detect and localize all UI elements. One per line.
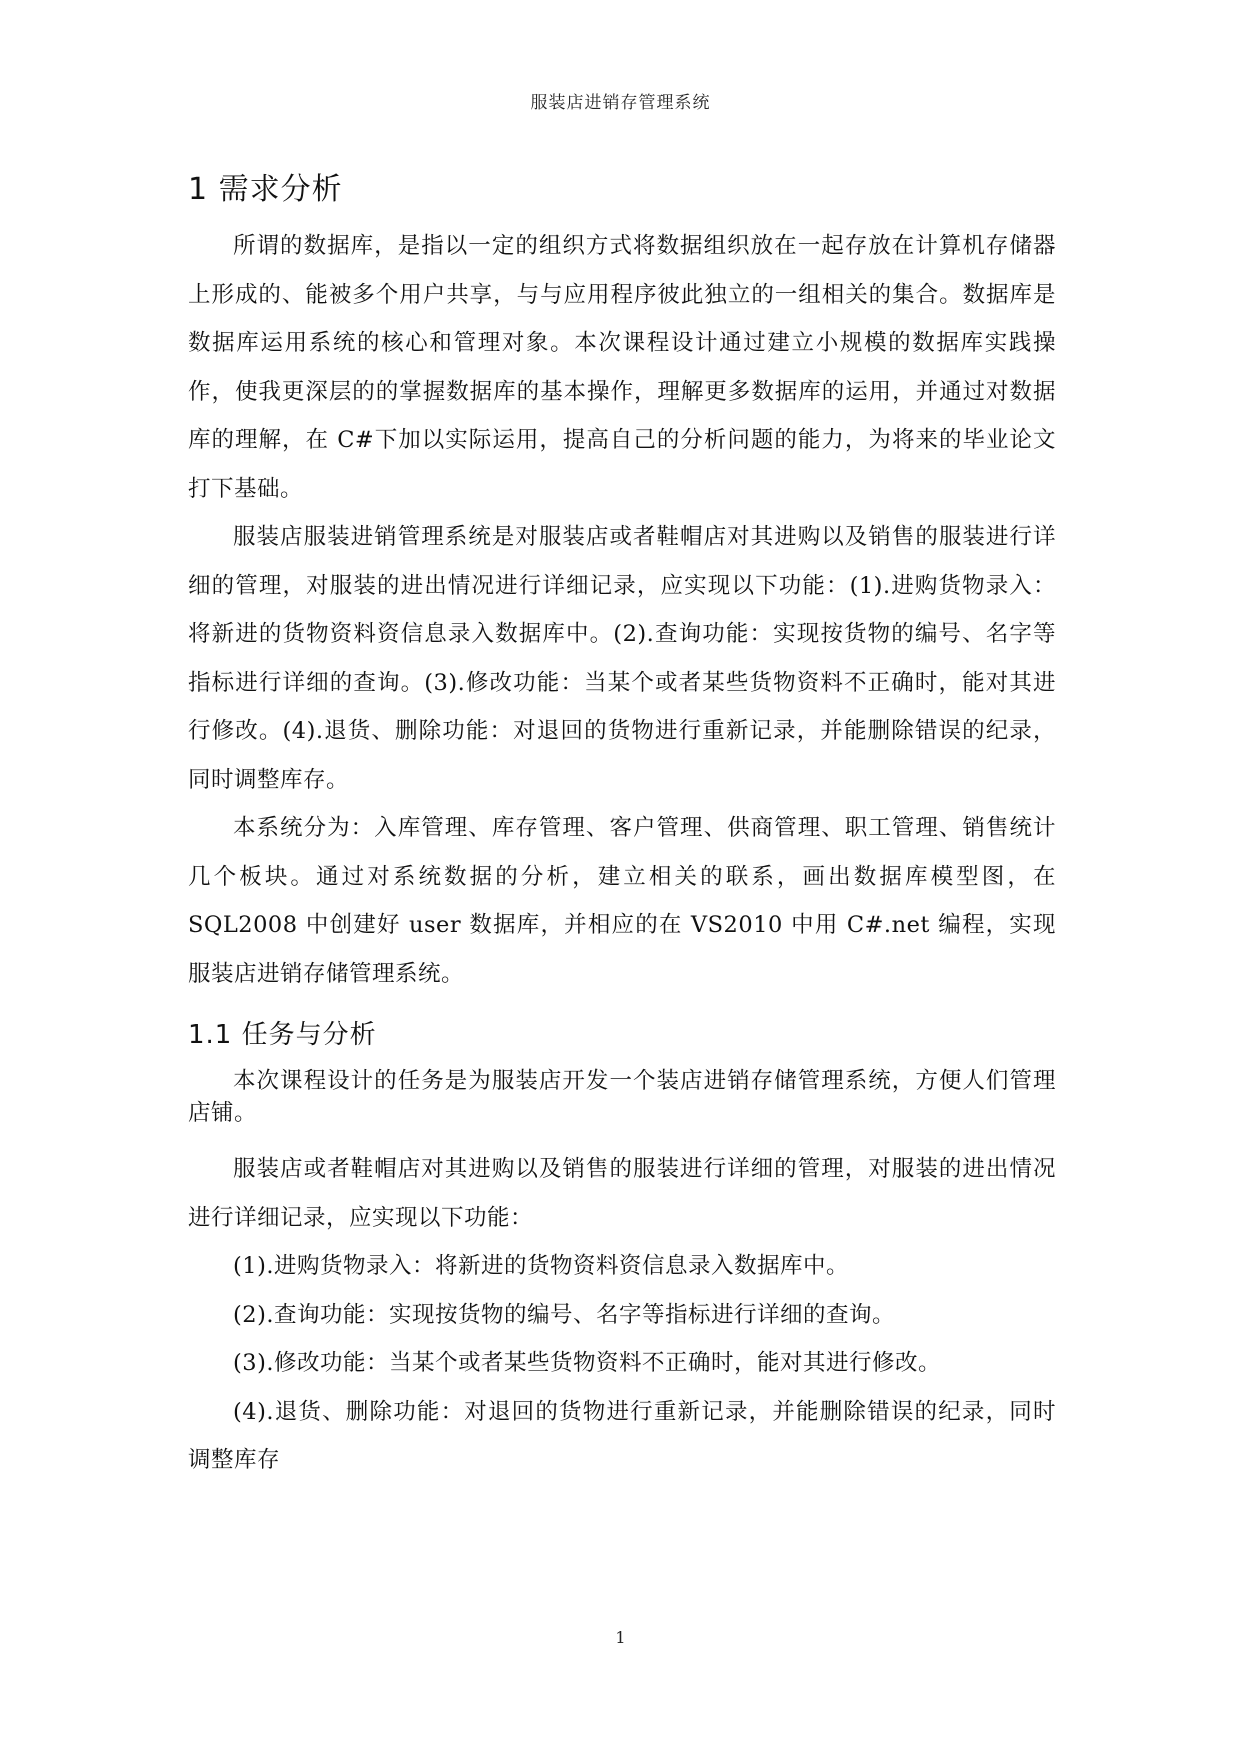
page-number: 1 bbox=[615, 1628, 626, 1647]
list-item-query: (2).查询功能：实现按货物的编号、名字等指标进行详细的查询。 bbox=[233, 1301, 896, 1328]
paragraph-intro: 所谓的数据库，是指以一定的组织方式将数据组织放在一起存放在计算机存储器上形成的、能被多个用户共享，与与应用程序彼此独立的一组相关的集合。数据库是数据库运用系统的核心和管理对象。本次课程设计通过建立小规模的数据库实践操作，使我更深层的的掌握数据库的基本操作，理解更多数据库的运用，并通过对数据库的理解，在 C#下加以实际运用，提高自己的分析问题的能力，为将来的毕业论文打下基础。 bbox=[188, 233, 1056, 502]
list-item-modify: (3).修改功能：当某个或者某些货物资料不正确时，能对其进行修改。 bbox=[233, 1350, 942, 1376]
list-item-purchase-entry: (1).进购货物录入：将新进的货物资料资信息录入数据库中。 bbox=[233, 1253, 850, 1279]
paragraph-functions: 服装店服装进销管理系统是对服装店或者鞋帽店对其进购以及销售的服装进行详细的管理，对服装的进出情况进行详细记录，应实现以下功能：(1).进购货物录入：将新进的货物资料资信息录入数据库中。(2).查询功能：实现按货物的编号、名字等指标进行详细的查询。(3).修改功能：当某个或者某些货物资料不正确时，能对其进行修改。(4).退货、删除功能：对退回的货物进行重新记录，并能删除错误的纪录，同时调整库存。 bbox=[188, 524, 1056, 793]
section-heading: 1 需求分析 bbox=[188, 172, 343, 207]
page-content bbox=[188, 158, 1056, 1485]
subsection-heading: 1.1 任务与分析 bbox=[188, 1020, 377, 1050]
running-header: 服装店进销存管理系统 bbox=[530, 93, 711, 113]
paragraph-requirements: 服装店或者鞋帽店对其进购以及销售的服装进行详细的管理，对服装的进出情况进行详细记录，应实现以下功能： bbox=[188, 1156, 1056, 1231]
paragraph-task: 本次课程设计的任务是为服装店开发一个装店进销存储管理系统，方便人们管理店铺。 bbox=[188, 1068, 1056, 1126]
list-item-return-delete: (4).退货、删除功能：对退回的货物进行重新记录，并能删除错误的纪录，同时调整库存 bbox=[188, 1398, 1056, 1473]
paragraph-modules: 本系统分为：入库管理、库存管理、客户管理、供商管理、职工管理、销售统计几个板块。通过对系统数据的分析，建立相关的联系，画出数据库模型图，在 SQL2008 中创建好 user 数据库，并相应的在 VS2010 中用 C#.net 编程，实现服装店进销存储管理系统。 bbox=[188, 815, 1056, 987]
